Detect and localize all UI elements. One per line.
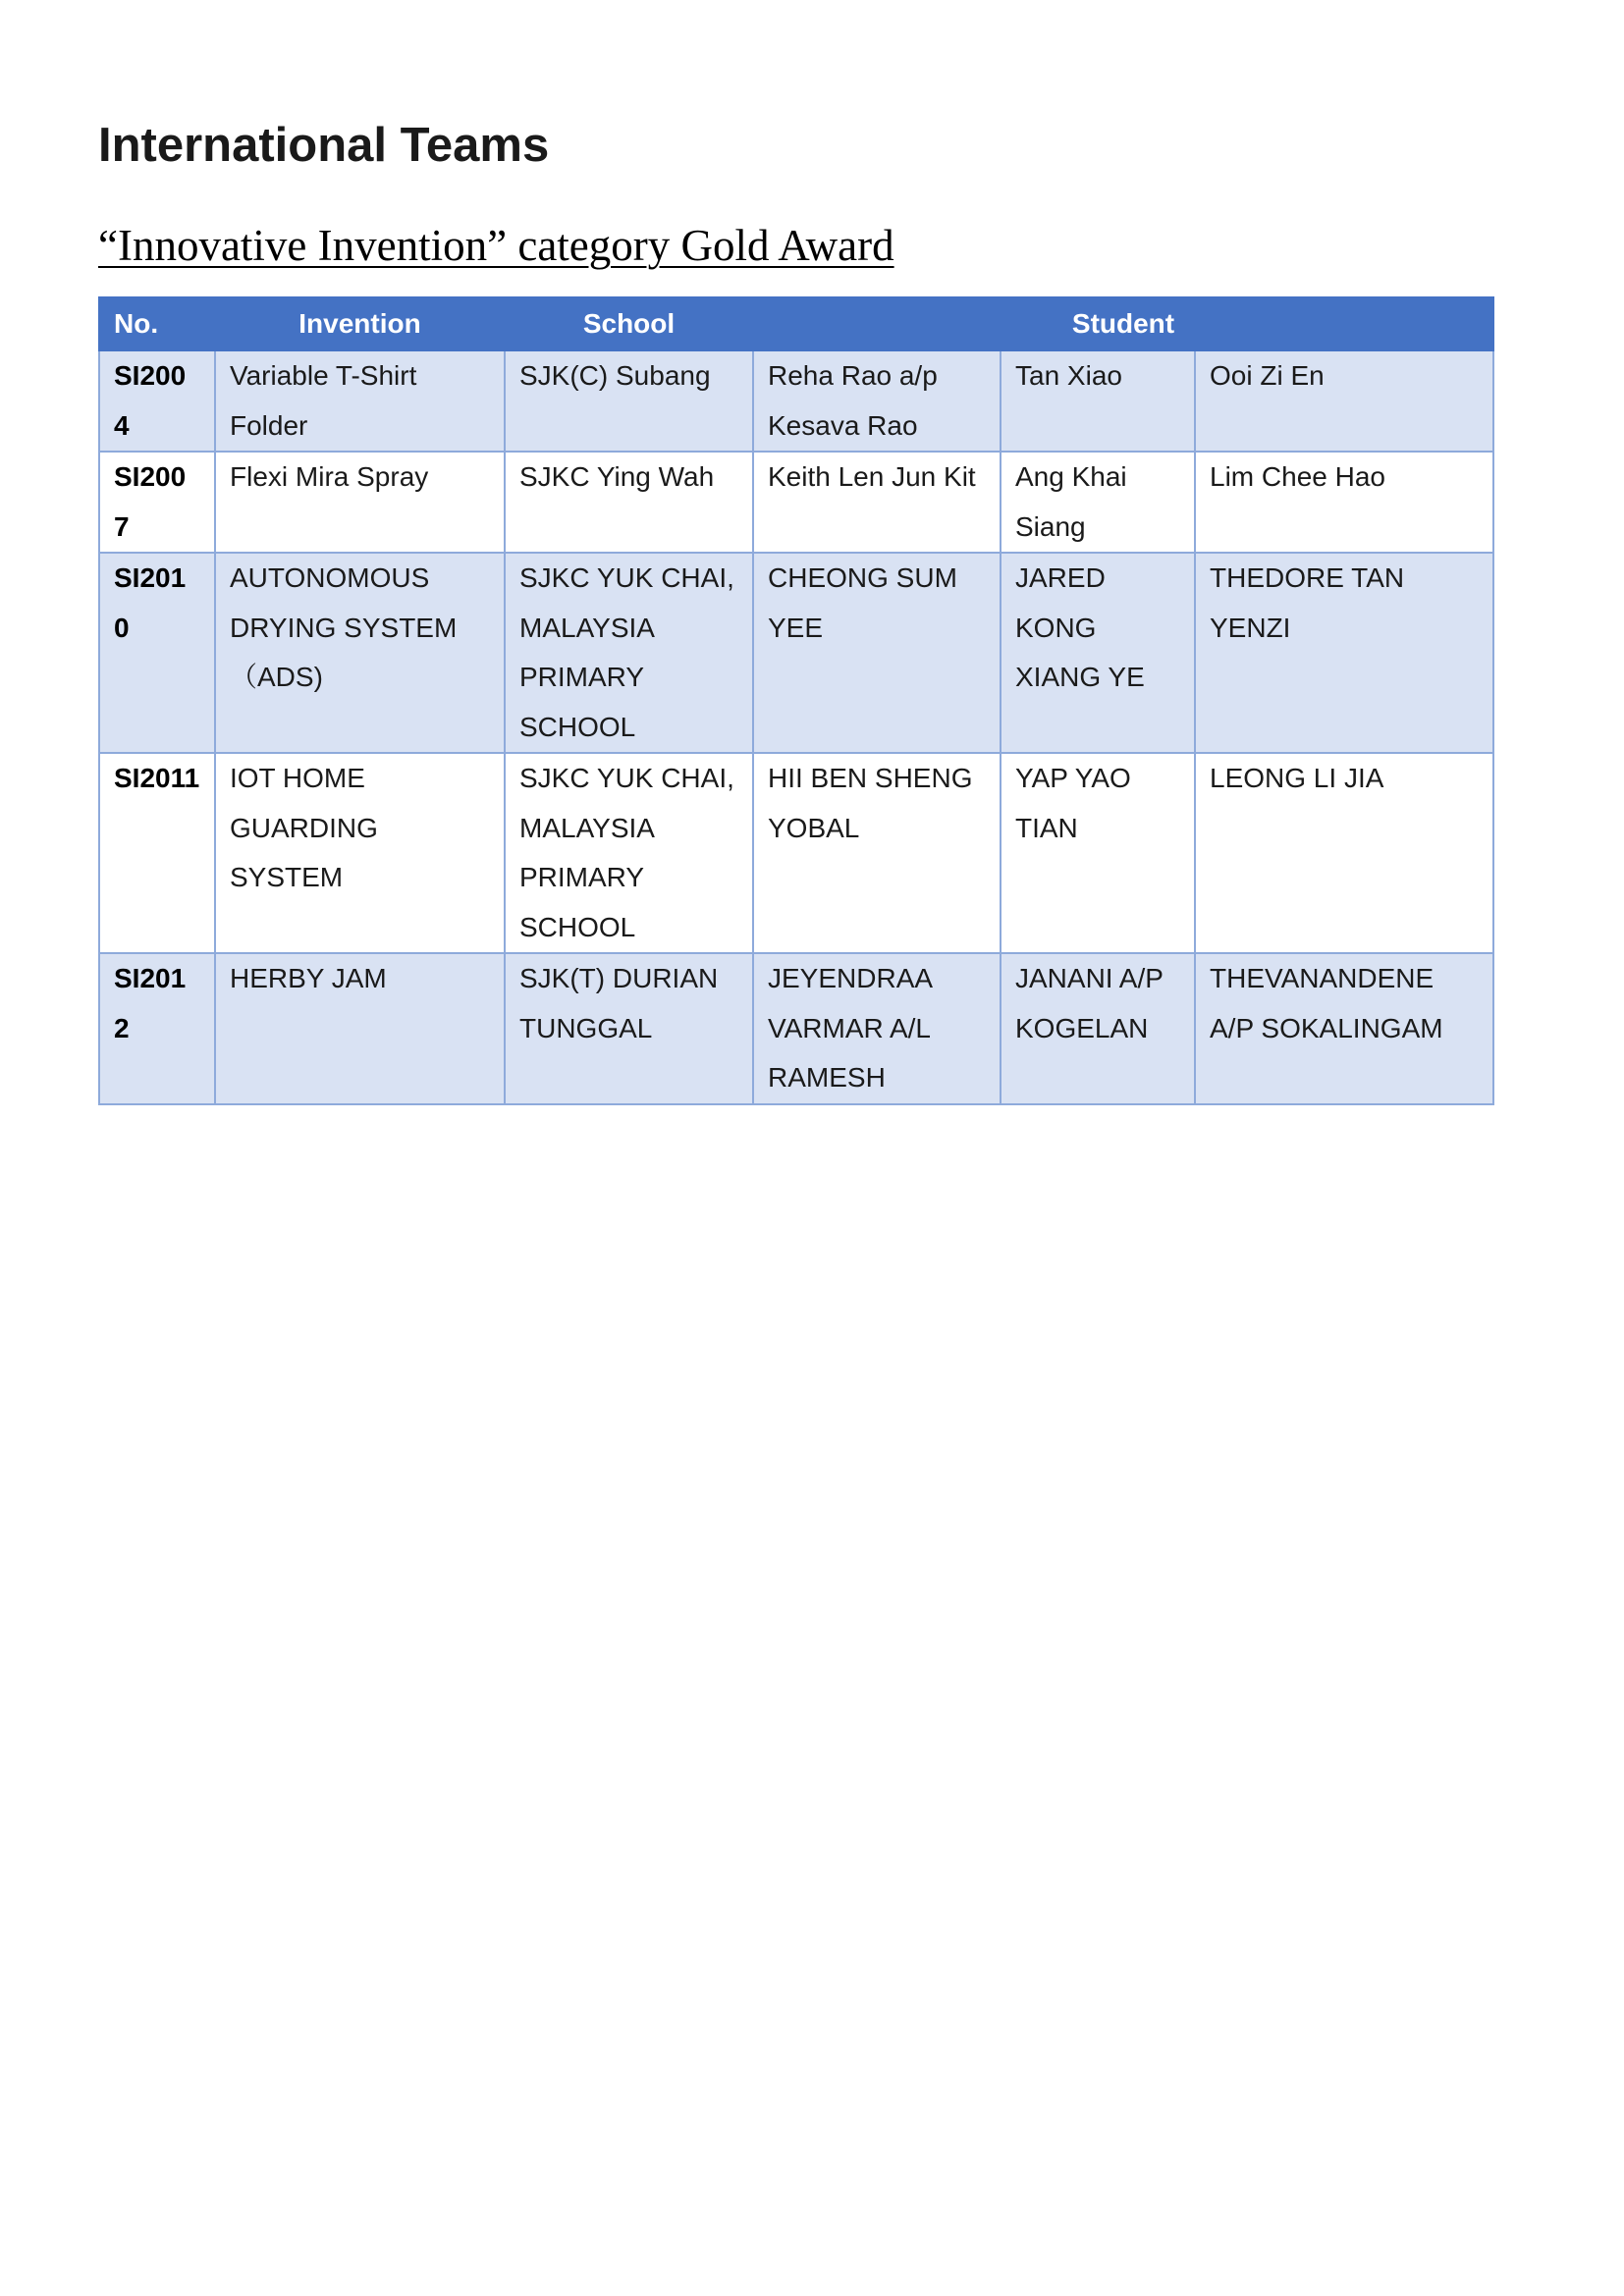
entry-number: SI2007 [99, 452, 215, 553]
page-title: International Teams [98, 119, 550, 172]
school-name: SJK(T) DURIAN TUNGGAL [505, 953, 753, 1104]
school-name: SJK(C) Subang [505, 350, 753, 452]
invention-name: Flexi Mira Spray [215, 452, 505, 553]
invention-name: AUTONOMOUS DRYING SYSTEM （ADS) [215, 553, 505, 753]
student-name: YAP YAO TIAN [1001, 753, 1195, 953]
entry-number: SI2012 [99, 953, 215, 1104]
student-name: THEDORE TAN YENZI [1195, 553, 1493, 753]
header-school: School [505, 297, 753, 350]
student-name: JARED KONG XIANG YE [1001, 553, 1195, 753]
table-row [99, 452, 1493, 553]
student-name: Ang Khai Siang [1001, 452, 1195, 553]
student-name: LEONG LI JIA [1195, 753, 1493, 953]
student-name: CHEONG SUM YEE [753, 553, 1001, 753]
invention-name: Variable T-Shirt Folder [215, 350, 505, 452]
table-row [99, 953, 1493, 1104]
school-name: SJKC YUK CHAI, MALAYSIA PRIMARY SCHOOL [505, 753, 753, 953]
table-row [99, 553, 1493, 753]
category-heading: “Innovative Invention” category Gold Award [98, 221, 894, 270]
header-invention: Invention [215, 297, 505, 350]
table-header-row [99, 297, 1493, 350]
entry-number: SI2011 [99, 753, 215, 953]
school-name: SJKC YUK CHAI, MALAYSIA PRIMARY SCHOOL [505, 553, 753, 753]
awards-table [98, 296, 1494, 1105]
header-student: Student [753, 297, 1493, 350]
student-name: JEYENDRAA VARMAR A/L RAMESH [753, 953, 1001, 1104]
student-name: THEVANANDENE A/P SOKALINGAM [1195, 953, 1493, 1104]
student-name: Keith Len Jun Kit [753, 452, 1001, 553]
student-name: Reha Rao a/p Kesava Rao [753, 350, 1001, 452]
invention-name: IOT HOME GUARDING SYSTEM [215, 753, 505, 953]
entry-number: SI2010 [99, 553, 215, 753]
header-no: No. [99, 297, 215, 350]
student-name: JANANI A/P KOGELAN [1001, 953, 1195, 1104]
student-name: Tan Xiao [1001, 350, 1195, 452]
table-row [99, 350, 1493, 452]
student-name: HII BEN SHENG YOBAL [753, 753, 1001, 953]
student-name: Lim Chee Hao [1195, 452, 1493, 553]
student-name: Ooi Zi En [1195, 350, 1493, 452]
table-row [99, 753, 1493, 953]
entry-number: SI2004 [99, 350, 215, 452]
school-name: SJKC Ying Wah [505, 452, 753, 553]
invention-name: HERBY JAM [215, 953, 505, 1104]
